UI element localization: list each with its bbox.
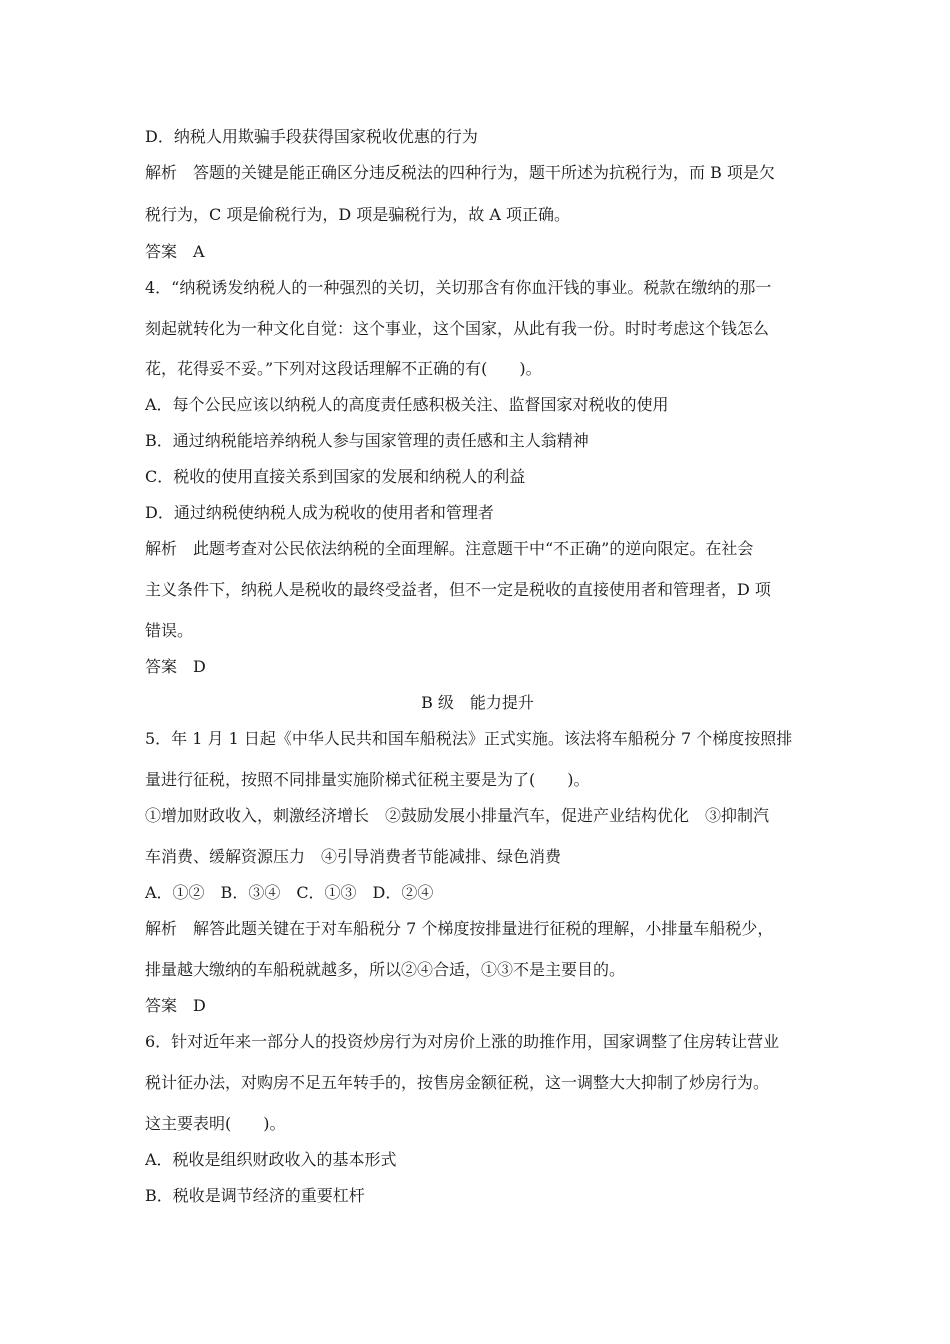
- option-c-q4: C．税收的使用直接关系到国家的发展和纳税人的利益: [145, 467, 526, 486]
- answer-q5: 答案 D: [145, 996, 206, 1015]
- analysis-q5-line1: 解析 解答此题关键在于对车船税分 7 个梯度按排量进行征税的理解，小排量车船税少，: [145, 919, 774, 938]
- question-5-line2: 量进行征税，按照不同排量实施阶梯式征税主要是为了( )。: [145, 770, 590, 789]
- analysis-q5-line2: 排量越大缴纳的车船税就越多，所以②④合适，①③不是主要目的。: [145, 960, 626, 979]
- option-a-q4: A．每个公民应该以纳税人的高度责任感积极关注、监督国家对税收的使用: [145, 395, 669, 414]
- analysis-q4-line1: 解析 此题考查对公民依法纳税的全面理解。注意题干中“不正确”的逆向限定。在社会: [145, 539, 754, 558]
- question-4-line1: 4．“纳税诱发纳税人的一种强烈的关切，关切那含有你血汗钱的事业。税款在缴纳的那一: [145, 278, 772, 297]
- option-d-q4: D．通过纳税使纳税人成为税收的使用者和管理者: [145, 503, 494, 522]
- statements-q5-line1: ①增加财政收入，刺激经济增长 ②鼓励发展小排量汽车，促进产业结构优化 ③抑制汽: [145, 806, 770, 825]
- analysis-q3-line1: 解析 答题的关键是能正确区分违反税法的四种行为，题干所述为抗税行为，而 B 项是欠: [145, 163, 775, 182]
- question-5-line1: 5．年 1 月 1 日起《中华人民共和国车船税法》正式实施。该法将车船税分 7 个梯度按照排: [145, 729, 793, 748]
- question-4-line2: 刻起就转化为一种文化自觉：这个事业，这个国家，从此有我一份。时时考虑这个钱怎么: [145, 319, 770, 338]
- statements-q5-line2: 车消费、缓解资源压力 ④引导消费者节能减排、绿色消费: [145, 847, 562, 866]
- option-a-q6: A．税收是组织财政收入的基本形式: [145, 1150, 397, 1169]
- option-b-q6: B．税收是调节经济的重要杠杆: [145, 1186, 365, 1205]
- options-q5: A．①② B．③④ C．①③ D．②④: [145, 883, 434, 902]
- answer-q3: 答案 A: [145, 242, 205, 261]
- option-b-q4: B．通过纳税能培养纳税人参与国家管理的责任感和主人翁精神: [145, 431, 589, 450]
- section-heading: B 级 能力提升: [421, 693, 534, 712]
- question-6-line3: 这主要表明( )。: [145, 1114, 286, 1133]
- question-6-line1: 6．针对近年来一部分人的投资炒房行为对房价上涨的助推作用，国家调整了住房转让营业: [145, 1032, 780, 1051]
- option-d-q3: D．纳税人用欺骗手段获得国家税收优惠的行为: [145, 127, 478, 146]
- question-4-line3: 花，花得妥不妥。”下列对这段话理解不正确的有( )。: [145, 359, 542, 378]
- answer-q4: 答案 D: [145, 657, 206, 676]
- analysis-q4-line3: 错误。: [145, 621, 194, 640]
- analysis-q3-line2: 税行为，C 项是偷税行为，D 项是骗税行为，故 A 项正确。: [145, 205, 570, 224]
- question-6-line2: 税计征办法，对购房不足五年转手的，按售房金额征税，这一调整大大抑制了炒房行为。: [145, 1073, 770, 1092]
- analysis-q4-line2: 主义条件下，纳税人是税收的最终受益者，但不一定是税收的直接使用者和管理者，D 项: [145, 580, 771, 599]
